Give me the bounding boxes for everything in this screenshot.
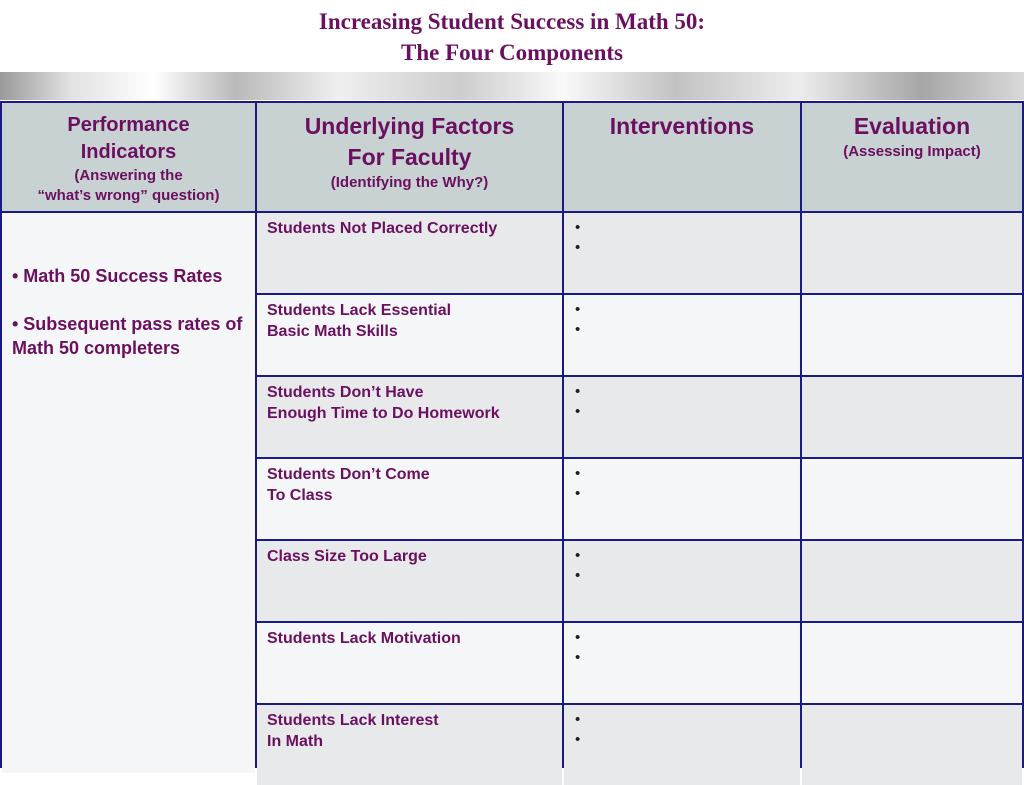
evaluation-cell: [802, 705, 1022, 785]
interventions-cell: [564, 377, 800, 457]
slide-title-line1: Increasing Student Success in Math 50:: [318, 9, 706, 34]
bullet-item: •: [575, 649, 581, 666]
evaluation-cell: [802, 541, 1022, 621]
factor-cell: [257, 213, 562, 293]
header-col1-line2: Indicators: [80, 141, 177, 163]
header-underlying-factors: [257, 103, 562, 211]
interventions-cell: [564, 459, 800, 539]
evaluation-cell: [802, 213, 1022, 293]
bullet-item: •: [575, 731, 581, 748]
factor-label-line1: Students Don’t Have: [267, 384, 424, 401]
factor-label-line1: Students Lack Motivation: [267, 630, 461, 647]
indicator-item: • Subsequent pass rates of Math 50 completers: [12, 314, 243, 358]
header-col1-sub2: “what’s wrong” question): [37, 187, 220, 204]
header-col1-line1: Performance: [67, 114, 190, 136]
factor-label-line2: Enough Time to Do Homework: [267, 405, 500, 422]
factor-label-line1: Students Lack Essential: [267, 302, 452, 319]
evaluation-cell: [802, 377, 1022, 457]
factor-cell: [257, 541, 562, 621]
interventions-cell: [564, 541, 800, 621]
performance-indicators-cell: [2, 213, 255, 773]
header-col2-sub1: (Identifying the Why?): [330, 174, 489, 191]
factor-cell: [257, 705, 562, 785]
bullet-item: •: [575, 485, 581, 502]
evaluation-cell: [802, 459, 1022, 539]
bullet-item: •: [575, 239, 581, 256]
interventions-cell: [564, 213, 800, 293]
header-performance-indicators: [2, 103, 255, 211]
indicator-item: • Math 50 Success Rates: [12, 266, 223, 286]
factor-cell: [257, 459, 562, 539]
evaluation-cell: [802, 295, 1022, 375]
factor-label-line1: Students Lack Interest: [267, 712, 439, 729]
factor-label-line1: Class Size Too Large: [267, 548, 427, 565]
bullet-item: •: [575, 567, 581, 584]
header-col4-line1: Evaluation: [853, 113, 971, 139]
bullet-item: •: [575, 629, 581, 646]
header-col3-line1: Interventions: [609, 113, 755, 139]
factor-cell: [257, 295, 562, 375]
bullet-item: •: [575, 465, 581, 482]
bullet-item: •: [575, 711, 581, 728]
components-table: [0, 101, 1024, 768]
factor-label-line1: Students Not Placed Correctly: [267, 220, 498, 237]
decorative-gradient-band: [0, 72, 1024, 100]
evaluation-cell: [802, 623, 1022, 703]
bullet-item: •: [575, 219, 581, 236]
bullet-item: •: [575, 321, 581, 338]
header-col2-line1: Underlying Factors: [304, 113, 515, 139]
header-col2-line2: For Faculty: [347, 144, 472, 170]
slide-title-line2: The Four Components: [401, 40, 623, 65]
interventions-cell: [564, 705, 800, 785]
bullet-item: •: [575, 403, 581, 420]
factor-label-line2: In Math: [267, 733, 323, 750]
factor-label-line1: Students Don’t Come: [267, 466, 430, 483]
bullet-item: •: [575, 383, 581, 400]
interventions-cell: [564, 295, 800, 375]
factor-cell: [257, 623, 562, 703]
factor-label-line2: Basic Math Skills: [267, 323, 398, 340]
bullet-item: •: [575, 547, 581, 564]
header-col4-sub1: (Assessing Impact): [843, 143, 981, 160]
factor-label-line2: To Class: [267, 487, 333, 504]
header-interventions: [564, 103, 800, 211]
slide-title: [0, 6, 1024, 68]
factor-cell: [257, 377, 562, 457]
header-evaluation: [802, 103, 1022, 211]
header-col1-sub1: (Answering the: [74, 167, 183, 184]
interventions-cell: [564, 623, 800, 703]
bullet-item: •: [575, 301, 581, 318]
